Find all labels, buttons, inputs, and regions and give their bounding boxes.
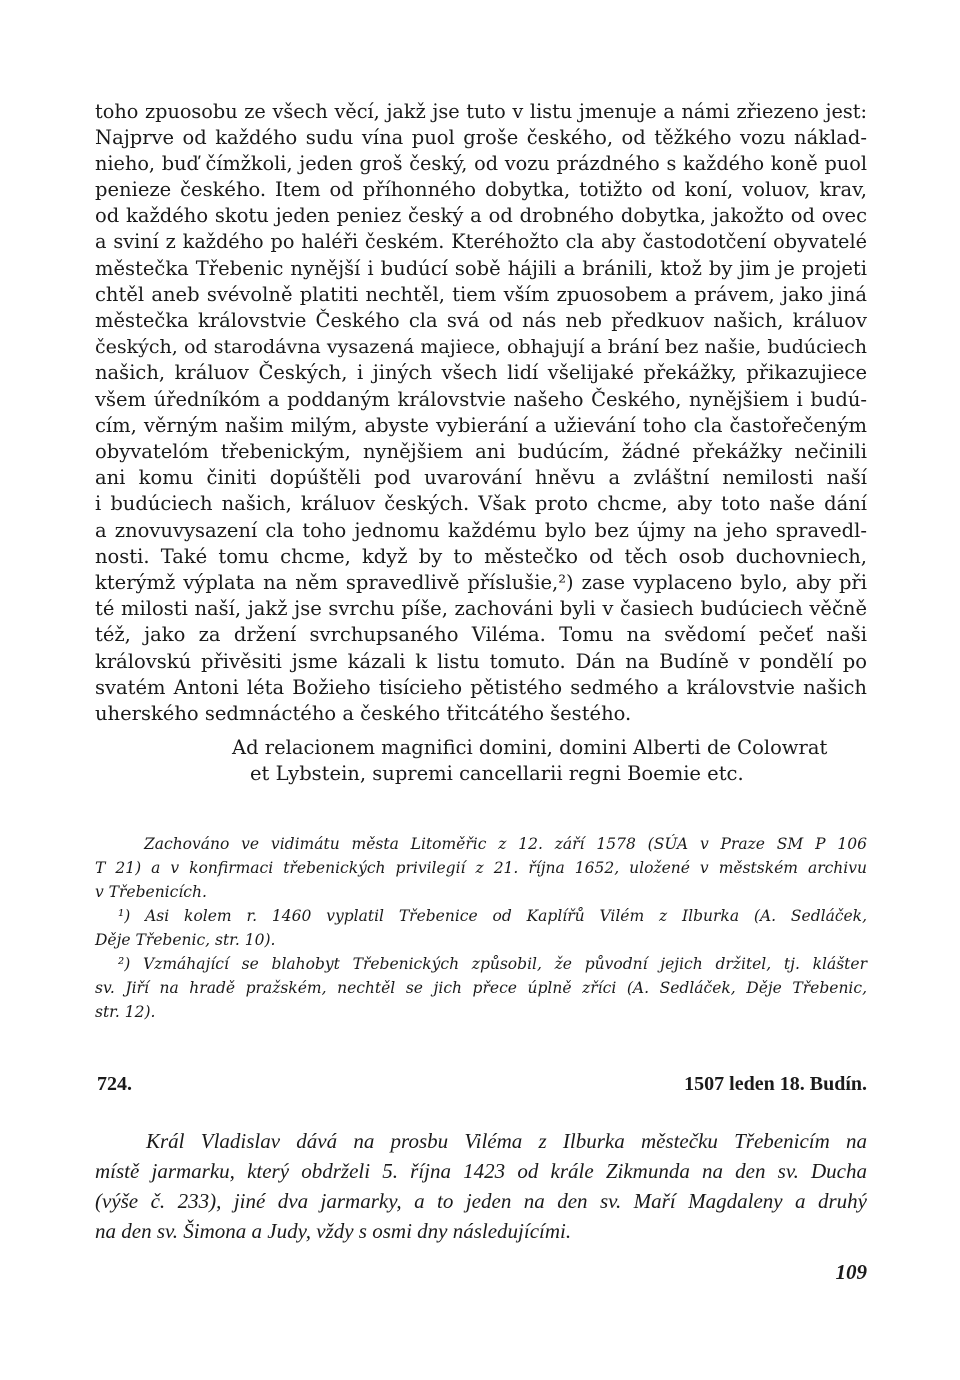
footnote-line: v Třebenicích. — [95, 883, 207, 901]
footnote-line: str. 12). — [95, 1003, 156, 1021]
body-line: toho zpuosobu ze všech věcí, jakž jse tuto v listu jmenuje a námi zřiezeno jest: — [95, 100, 867, 123]
body-line: našich, králuov Českých, i jiných všech lidí všelijaké překážky, přikazujiece — [95, 361, 867, 384]
regest-line: na den sv. Šimona a Judy, vždy s osmi dny následujícími. — [95, 1219, 572, 1243]
page-number: 109 — [835, 1260, 867, 1284]
footnote-line: Zachováno ve vidimátu města Litoměřic z 12. září 1578 (SÚA v Praze SM P 106 — [144, 835, 867, 853]
footnote-line: ²) Vzmáhající se blahobyt Třebenických způsobil, že původní jejich držitel, tj. klášter — [118, 955, 867, 973]
footnote-line: T 21) a v konfirmaci třebenických privilegií z 21. října 1652, uložené v městském archivu — [95, 859, 867, 877]
body-line: městečka královstvie Českého cla svá od nás neb předkuov našich, králuov — [95, 309, 867, 332]
body-line: i budúciech našich, králuov českých. Však proto chcme, aby toto naše dání — [95, 492, 867, 515]
body-line: nieho, buď čímžkoli, jeden groš český, od vozu prázdného s každého koně puol — [95, 152, 867, 175]
body-line: královskú přivěsiti jsme kázali k listu tomuto. Dán na Budíně v pondělí po — [95, 650, 867, 673]
footnote-line: sv. Jiří na hradě pražském, nechtěl se jich přece úplně zříci (A. Sedláček, Děje Třebenic, — [95, 979, 867, 997]
body-line: ani komu činiti dopúštěli pod uvarování hněvu a zvláštní nemilosti naší — [95, 466, 867, 489]
body-line: uherského sedmnáctého a českého třitcátého šestého. — [95, 702, 632, 725]
regest-line: Král Vladislav dává na prosbu Viléma z Ilburka městečku Třebenicím na — [146, 1129, 867, 1153]
salutation-line: Ad relacionem magnifici domini, domini Alberti de Colowrat — [232, 736, 828, 759]
body-line: nosti. Také tomu chcme, když by to městečko od těch osob duchovniech, — [95, 545, 867, 568]
body-line: kterýmž výplata na něm spravedlivě příslušie,²) zase vyplaceno bylo, aby při — [95, 571, 867, 594]
regest-line: místě jarmarku, který obdrželi 5. října 1423 od krále Zikmunda na den sv. Ducha — [95, 1159, 867, 1183]
entry-number: 724. — [97, 1073, 132, 1095]
body-line: českých, od starodávna vysazená majiece, obhajují a brání bez našie, budúciech — [95, 336, 867, 358]
body-line: a znovuvysazení cla toho jednomu každému bylo bez újmy na jeho spravedl- — [95, 519, 867, 542]
body-line: cím, věrným našim milým, abyste vybierání a užievání toho cla častořečeným — [95, 414, 867, 437]
body-line: a sviní z každého po haléři českém. Kteréhožto cla aby častodotčení obyvatelé — [95, 230, 867, 253]
regest-line: (výše č. 233), jiné dva jarmarky, a to jeden na den sv. Maří Magdaleny a druhý — [95, 1189, 867, 1213]
body-line: Najprve od každého sudu vína puol groše českého, od těžkého vozu náklad- — [95, 126, 867, 149]
body-line: též, jako za držení svrchupsaného Viléma. Tomu na svědomí pečeť naši — [95, 623, 867, 646]
body-line: od každého skotu jeden peniez český a od drobného dobytka, jakožto od ovec — [95, 204, 867, 227]
footnote-line: ¹) Asi kolem r. 1460 vyplatil Třebenice od Kaplířů Vilém z Ilburka (A. Sedláček, — [118, 907, 867, 925]
body-line: svatém Antoni léta Božieho tisícieho pětistého sedmého a královstvie našich — [95, 676, 867, 699]
body-line: všem úředníkóm a poddaným královstvie našeho Českého, nynějšiem i budú- — [95, 388, 867, 411]
entry-date-place: 1507 leden 18. Budín. — [684, 1073, 867, 1095]
body-line: chtěl aneb svévolně platiti nechtěl, tiem vším zpuosobem a právem, jako jiná — [95, 283, 867, 306]
body-line: penieze českého. Item od příhonného dobytka, totižto od koní, voluov, krav, — [95, 178, 867, 201]
body-line: obyvatelóm třebenickým, nynějšiem ani budúcím, žádné překážky nečinili — [95, 440, 867, 463]
body-line: městečka Třebenic nynější i budúcí sobě hájili a bránili, ktož by jim je projeti — [95, 257, 867, 280]
body-line: té milosti naší, jakž jse svrchu píše, zachováni byli v časiech budúciech věčně — [95, 597, 867, 620]
footnote-line: Děje Třebenic, str. 10). — [95, 931, 276, 949]
salutation-line: et Lybstein, supremi cancellarii regni Boemie etc. — [250, 762, 744, 785]
